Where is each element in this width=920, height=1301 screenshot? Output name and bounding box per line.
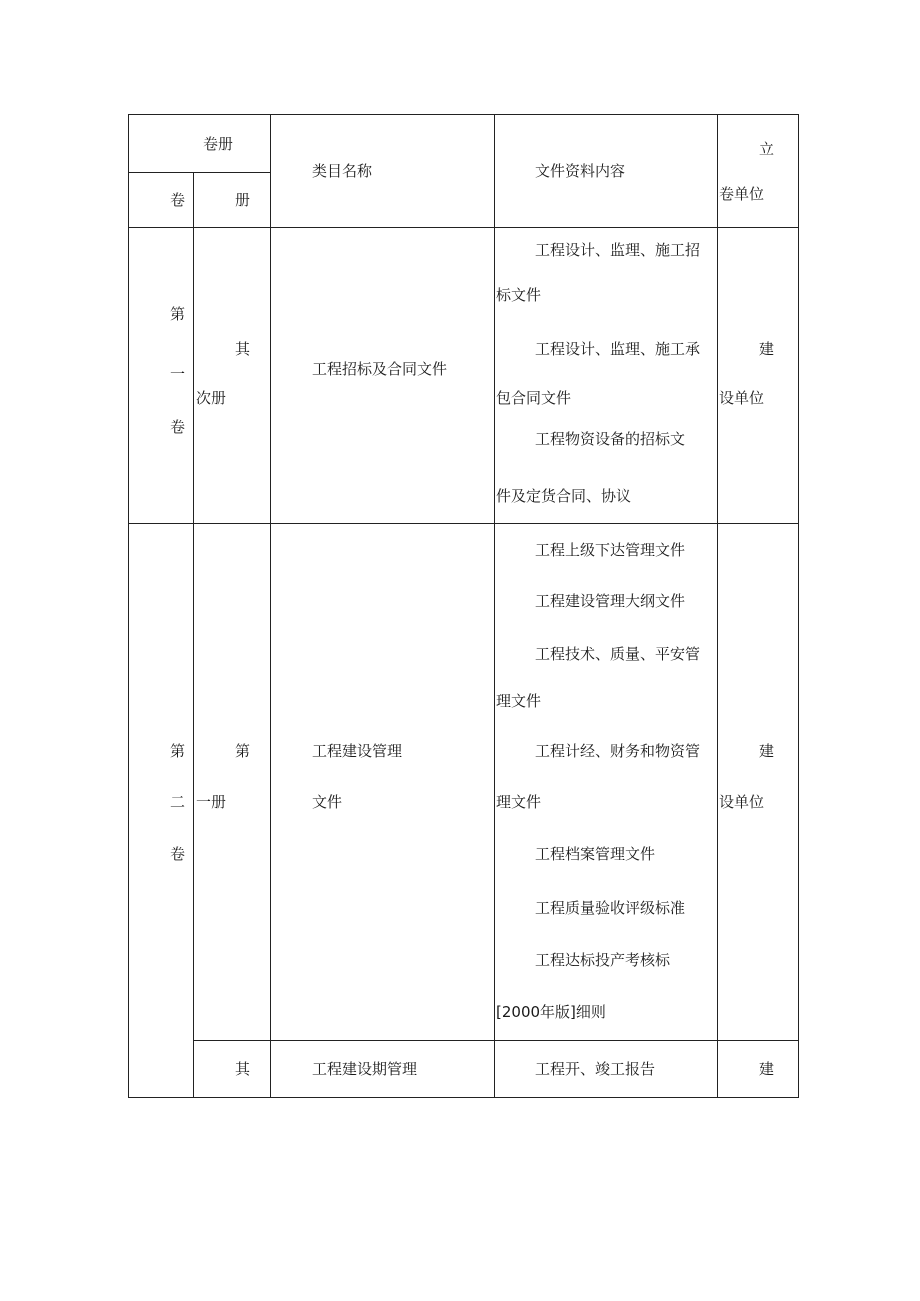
row2-content-6: 理文件 xyxy=(496,793,542,811)
header-volume: 卷 xyxy=(170,191,186,209)
table-border-bottom xyxy=(128,1097,799,1098)
row3-book-line1: 其 xyxy=(235,1060,251,1078)
row1-unit-line1: 建 xyxy=(759,340,775,358)
row2-content-5: 工程计经、财务和物资管 xyxy=(535,742,701,760)
header-volume-book: 卷册 xyxy=(203,135,234,153)
col-divider-category xyxy=(494,114,495,1098)
row1-volume-line2: 一 xyxy=(170,365,186,383)
header-filing-unit-line2: 卷单位 xyxy=(719,185,765,203)
row-divider-2 xyxy=(193,1040,799,1041)
row2-content-1: 工程上级下达管理文件 xyxy=(535,541,686,559)
row2-content-8: 工程质量验收评级标准 xyxy=(535,899,686,917)
table-border-right xyxy=(798,114,799,1098)
table-border-top xyxy=(128,114,799,115)
row1-book-line1: 其 xyxy=(235,340,251,358)
row1-content-5: 工程物资设备的招标文 xyxy=(535,430,686,448)
row2-book-line1: 第 xyxy=(235,742,251,760)
row-divider-1 xyxy=(128,523,799,524)
row2-unit-line1: 建 xyxy=(759,742,775,760)
col-divider-book xyxy=(270,114,271,1098)
row2-unit-line2: 设单位 xyxy=(719,793,765,811)
row2-content-4: 理文件 xyxy=(496,692,542,710)
header-file-content: 文件资料内容 xyxy=(535,162,626,180)
row1-book-line2: 次册 xyxy=(196,389,227,407)
table-border-left xyxy=(128,114,129,1098)
row2-content-9: 工程达标投产考核标 xyxy=(535,951,671,969)
row3-unit-line1: 建 xyxy=(759,1060,775,1078)
col-divider-content xyxy=(717,114,718,1098)
row1-volume-line1: 第 xyxy=(170,305,186,323)
row3-category: 工程建设期管理 xyxy=(312,1060,418,1078)
row1-volume-line3: 卷 xyxy=(170,418,186,436)
row1-content-6: 件及定货合同、协议 xyxy=(496,487,632,505)
row2-volume-line3: 卷 xyxy=(170,845,186,863)
header-filing-unit-line1: 立 xyxy=(759,140,775,158)
row2-content-10: [2000年版]细则 xyxy=(496,1003,606,1021)
row1-content-3: 工程设计、监理、施工承 xyxy=(535,340,701,358)
row2-book-line2: 一册 xyxy=(196,793,227,811)
row1-unit-line2: 设单位 xyxy=(719,389,765,407)
row3-content-1: 工程开、竣工报告 xyxy=(535,1060,656,1078)
col-divider-volume xyxy=(193,172,194,1098)
header-border-bottom xyxy=(128,227,799,228)
row2-volume-line2: 二 xyxy=(170,793,186,811)
row1-content-4: 包合同文件 xyxy=(496,389,572,407)
header-divider xyxy=(128,172,271,173)
row2-content-2: 工程建设管理大纲文件 xyxy=(535,592,686,610)
row2-category-line2: 文件 xyxy=(312,793,343,811)
header-category-name: 类目名称 xyxy=(312,162,373,180)
header-book: 册 xyxy=(235,191,251,209)
row2-volume-line1: 第 xyxy=(170,742,186,760)
row1-category: 工程招标及合同文件 xyxy=(312,360,448,378)
row2-content-3: 工程技术、质量、平安管 xyxy=(535,645,701,663)
row2-category-line1: 工程建设管理 xyxy=(312,742,403,760)
row2-content-7: 工程档案管理文件 xyxy=(535,845,656,863)
row1-content-2: 标文件 xyxy=(496,286,542,304)
row1-content-1: 工程设计、监理、施工招 xyxy=(535,241,701,259)
